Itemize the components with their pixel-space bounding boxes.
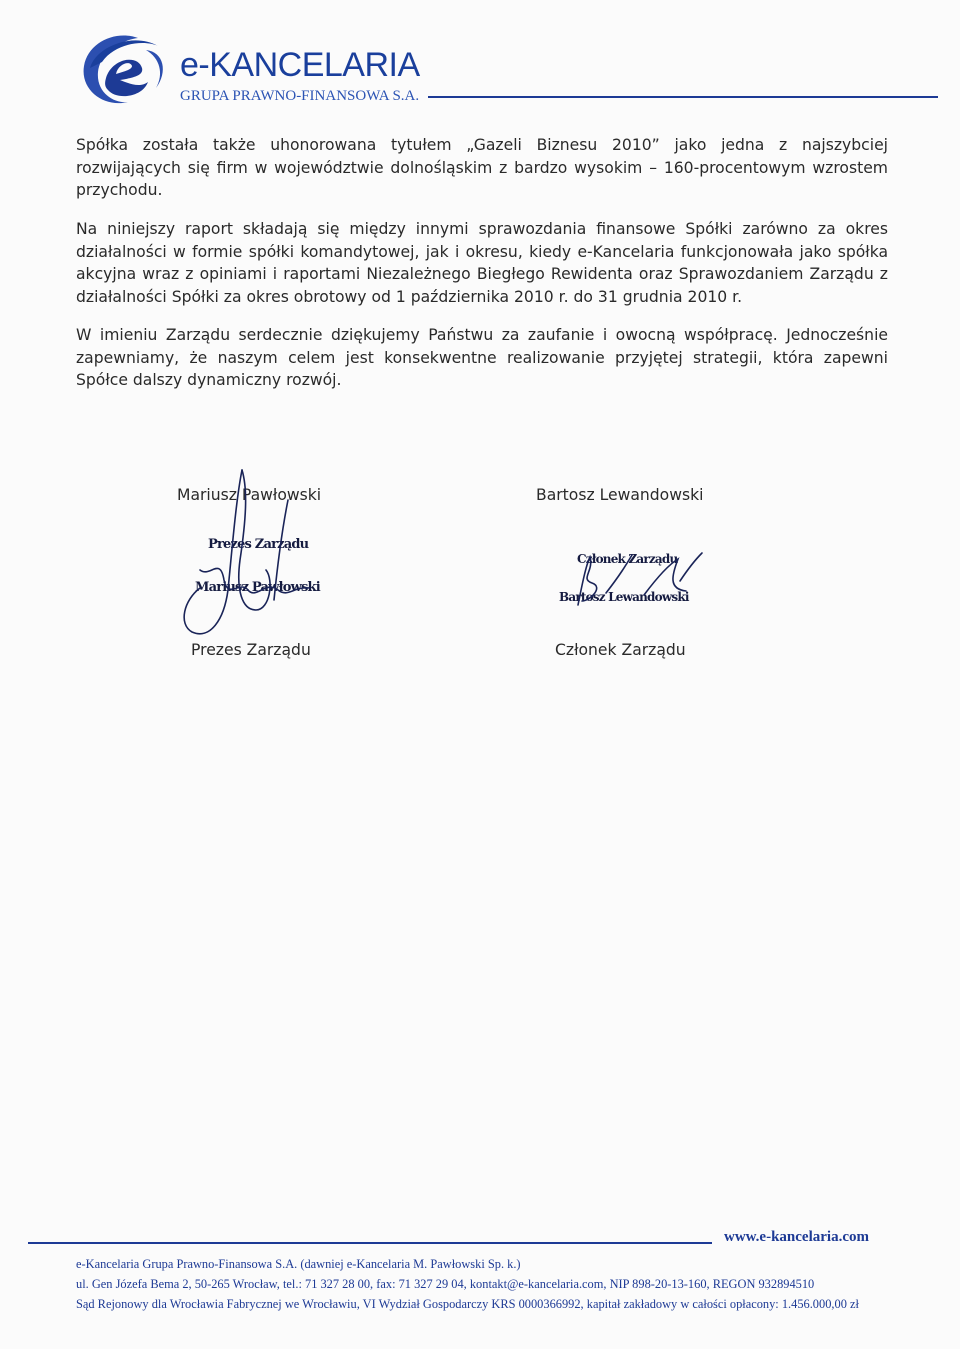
footer-divider [28, 1242, 712, 1244]
signatory-role-right: Członek Zarządu [555, 641, 686, 659]
stamp-title-left: Prezes Zarządu [208, 537, 309, 552]
signatory-name-left: Mariusz Pawłowski [177, 486, 322, 504]
paragraph-thanks: W imieniu Zarządu serdecznie dziękujemy Państwu za zaufanie i owocną współpracę. Jednocześnie zapewniamy, że naszym celem jest konsekwentne realizowanie przyjętej strategii, która zapewni Spółce dalszy dynamiczny rozwój. [76, 326, 888, 389]
footer-contact-details: ul. Gen Józefa Bema 2, 50-265 Wrocław, tel.: 71 327 28 00, fax: 71 327 29 04, kontakt@e-kancelaria.com, NIP 898-20-13-160, REGON 932894510 [76, 1277, 815, 1291]
signatory-role-left: Prezes Zarządu [191, 641, 311, 659]
brand-name: e-KANCELARIA [180, 46, 420, 84]
paragraph-gazele-award: Spółka została także uhonorowana tytułem „Gazeli Biznesu 2010” jako jedna z najszybciej rozwijających się firm w województwie dolnośląskim z bardzo wysokim – 160-procentowym wzrostem przychodu. [76, 136, 888, 199]
e-swirl-logo-icon [76, 28, 172, 112]
header-divider [428, 96, 938, 98]
brand-subtitle: GRUPA PRAWNO-FINANSOWA S.A. [180, 88, 420, 104]
footer-company-name: e-Kancelaria Grupa Prawno-Finansowa S.A. (dawniej e-Kancelaria M. Pawłowski Sp. k.) [76, 1257, 521, 1271]
stamp-title-right: Członek Zarządu [577, 552, 678, 566]
footer-registration: Sąd Rejonowy dla Wrocławia Fabrycznej we Wrocławiu, VI Wydział Gospodarczy KRS 0000366992, kapitał zakładowy w całości opłacony: 1.456.000,00 zł [76, 1297, 859, 1311]
handwritten-signature-left [170, 460, 320, 650]
stamp-name-left: Mariusz Pawłowski [195, 580, 320, 595]
footer-website-link[interactable]: www.e-kancelaria.com [724, 1229, 869, 1245]
company-logo [76, 28, 436, 108]
handwritten-signature-right [560, 545, 710, 615]
paragraph-report-contents: Na niniejszy raport składają się między innymi sprawozdania finansowe Spółki zarówno za okres działalności w formie spółki komandytowej, jak i okresu, kiedy e-Kancelaria funkcjonowała jako spółka akcyjna wraz z opiniami i raportami Niezależnego Biegłego Rewidenta oraz Sprawozdaniem Zarządu z działalności Spółki za okres obrotowy od 1 października 2010 r. do 31 grudnia 2010 r. [76, 220, 888, 306]
stamp-name-right: Bartosz Lewandowski [559, 590, 689, 604]
signatory-name-right: Bartosz Lewandowski [536, 486, 704, 504]
